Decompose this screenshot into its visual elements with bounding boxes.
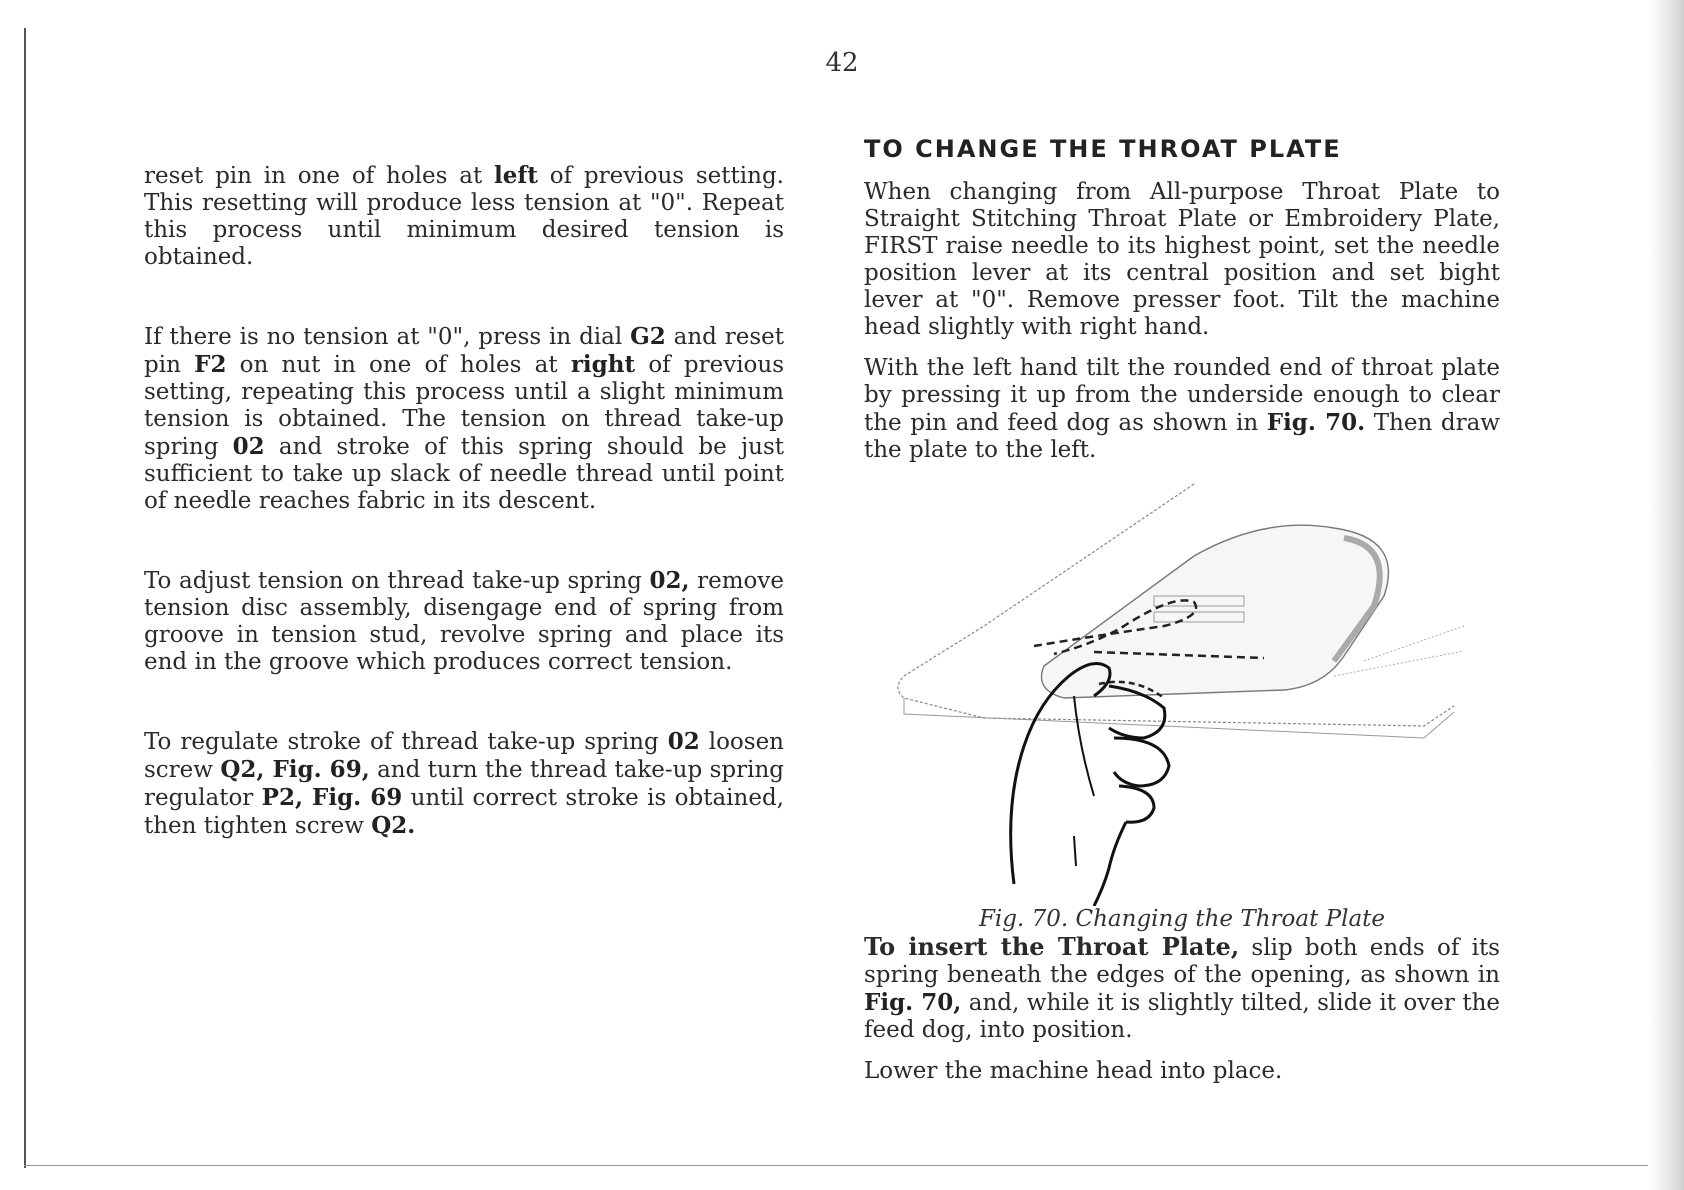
right-column: [864, 136, 1500, 1085]
paragraph-lower-head: Lower the machine head into place.: [864, 1058, 1283, 1084]
hand-crease: [1074, 836, 1076, 866]
hand-outline: [1094, 822, 1126, 906]
paragraph-regulate-stroke: To regulate stroke of thread take-up spring 02 loosen screw Q2, Fig. 69, and turn the thread take-up spring regulator P2, Fig. 69 until correct stroke is obtained, then tighten screw Q2.: [144, 728, 785, 839]
section-heading: TO CHANGE THE THROAT PLATE: [864, 135, 1342, 163]
finger-outline: [1119, 786, 1154, 822]
scan-edge-bottom: [24, 1165, 1654, 1166]
paragraph-reset-pin-left: reset pin in one of holes at left of previous setting. This resetting will produce less tension at "0". Repeat this process until minimum desired tension is obtained.: [144, 162, 784, 270]
page-gutter-shadow: [1648, 0, 1684, 1190]
paragraph-tilt-plate: With the left hand tilt the rounded end of throat plate by pressing it up from the underside enough to clear the pin and feed dog as shown in Fig. 70. Then draw the plate to the left.: [864, 355, 1500, 463]
machine-edge-stroke: [1364, 626, 1464, 661]
page-number: 42: [825, 48, 859, 78]
hand-crease: [1074, 696, 1094, 796]
throat-plate-illustration: [864, 476, 1500, 906]
machine-bed-edge: [904, 698, 1454, 738]
paragraph-adjust-tension: To adjust tension on thread take-up spring 02, remove tension disc assembly, disengage end of spring from groove in tension stud, revolve spring and place its end in the groove which produces correct tension.: [144, 567, 784, 675]
machine-edge-stroke: [1334, 651, 1464, 676]
finger-outline: [1114, 738, 1169, 786]
scan-edge-left: [24, 28, 26, 1168]
figure-throat-plate: [864, 476, 1500, 906]
paragraph-no-tension: If there is no tension at "0", press in dial G2 and reset pin F2 on nut in one of holes at right of previous setting, repeating this process until a slight minimum tension is obtained. The tension on thread take-up spring 02 and stroke of this spring should be just sufficient to take up slack of needle thread until point of needle reaches fabric in its descent.: [144, 323, 785, 514]
paragraph-insert-plate: To insert the Throat Plate, slip both ends of its spring beneath the edges of the opening, as shown in Fig. 70, and, while it is slightly tilted, slide it over the feed dog, into position.: [864, 932, 1500, 1043]
figure-caption: Fig. 70. Changing the Throat Plate: [978, 906, 1386, 932]
paragraph-changing-plate: When changing from All-purpose Throat Plate to Straight Stitching Throat Plate or Embroidery Plate, FIRST raise needle to its highest point, set the needle position lever at its central position and set bight lever at "0". Remove presser foot. Tilt the machine head slightly with right hand.: [864, 179, 1500, 340]
left-column: [144, 162, 784, 840]
